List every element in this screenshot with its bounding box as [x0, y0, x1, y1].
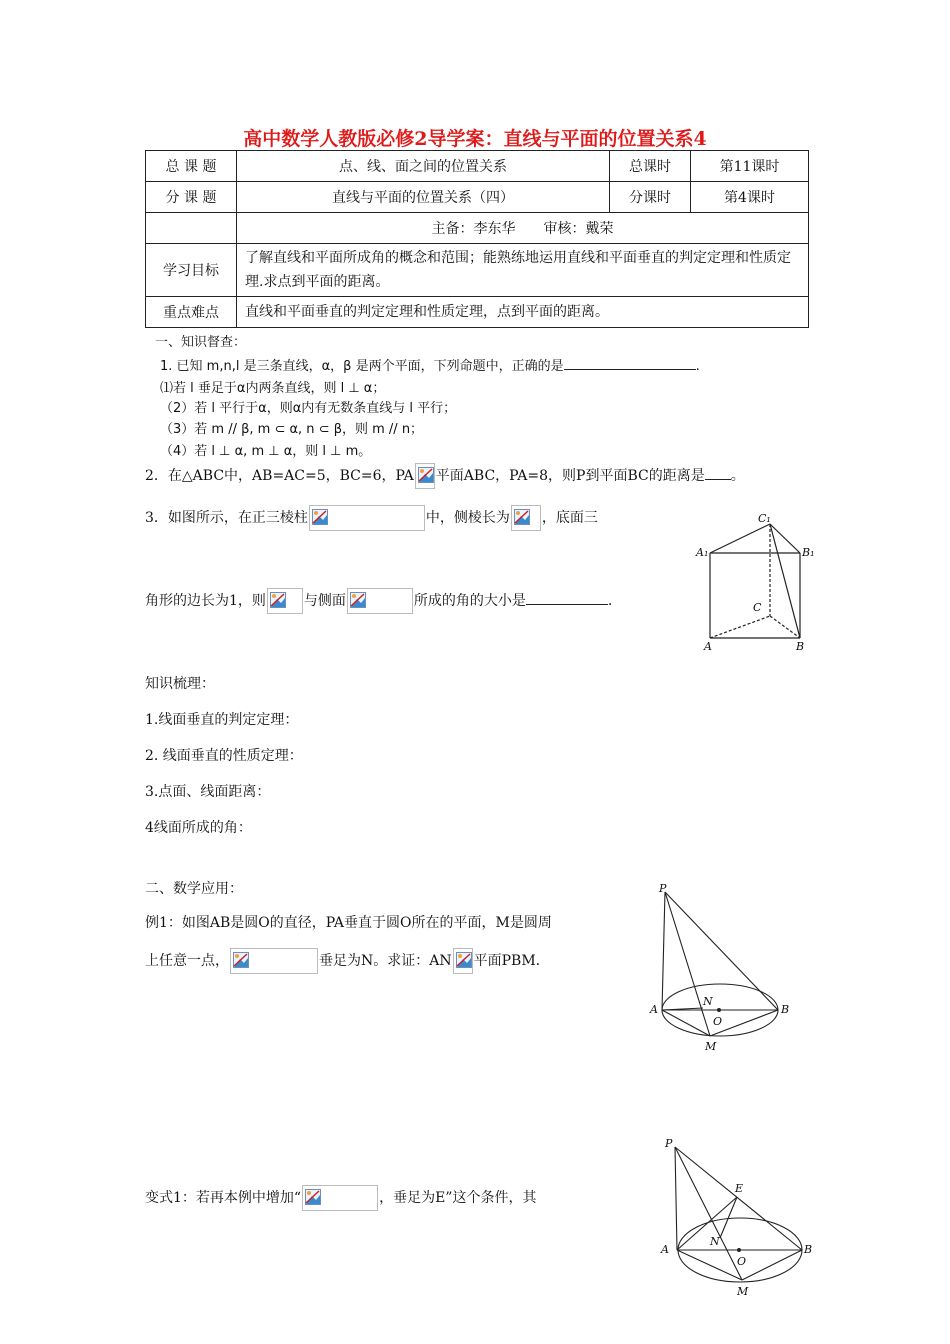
example-1-line-1: 例1：如图AB是圆O的直径，PA垂直于圆O所在的平面，M是圆周 — [145, 915, 552, 931]
label-A1: A₁ — [696, 546, 709, 559]
example-1-text-b: 上任意一点， — [145, 953, 229, 969]
question-1: 1. 已知 m,n,l 是三条直线，α，β 是两个平面，下列命题中，正确的是 . — [160, 359, 700, 374]
question-2-text-b: 平面ABC，PA=8，则P到平面BC的距离是 — [435, 468, 705, 484]
label-O: O — [737, 1255, 747, 1268]
label-B1: B₁ — [802, 546, 815, 559]
image-placeholder — [302, 1185, 378, 1211]
lesson-info-table — [145, 150, 809, 328]
page-title: 高中数学人教版必修2导学案：直线与平面的位置关系4 — [243, 128, 707, 150]
question-2-text-a: 2．在△ABC中，AB=AC=5，BC=6，PA — [145, 468, 414, 484]
label-N: N — [710, 1235, 720, 1248]
label-A: A — [650, 1003, 658, 1016]
question-2 — [145, 463, 745, 489]
image-placeholder — [267, 588, 303, 614]
question-3-text-b: 中，侧棱长为 — [425, 510, 510, 526]
image-placeholder — [230, 948, 318, 974]
label-sub-hours: 分课时 — [610, 182, 691, 213]
image-placeholder — [511, 505, 541, 531]
q1-option-2: （2）若 l 平行于α，则α内有无数条直线与 l 平行； — [160, 401, 457, 416]
label-key-points: 重点难点 — [146, 297, 237, 328]
prism-figure — [690, 508, 830, 658]
value-total-topic: 点、线、面之间的位置关系 — [237, 151, 610, 182]
example-1-line-2 — [145, 948, 540, 974]
review-item-3: 3.点面、线面距离： — [145, 784, 271, 800]
label-C1: C₁ — [758, 512, 771, 525]
broken-image-icon — [350, 592, 366, 608]
question-3-text-f: 所成的角的大小是 — [413, 593, 526, 609]
value-total-hours: 第11课时 — [691, 151, 809, 182]
broken-image-icon — [418, 467, 434, 483]
label-M: M — [705, 1040, 717, 1053]
value-sub-topic: 直线与平面的位置关系（四） — [237, 182, 610, 213]
label-B: B — [781, 1003, 790, 1016]
label-total-hours: 总课时 — [610, 151, 691, 182]
variant-1 — [145, 1185, 536, 1211]
section2-heading: 二、数学应用： — [145, 881, 243, 897]
question-3-text-e: 与侧面 — [303, 593, 346, 609]
example-1-text-c: 垂足为N。求证：AN — [319, 953, 452, 969]
broken-image-icon — [456, 952, 472, 968]
label-objectives: 学习目标 — [146, 244, 237, 297]
label-sub-topic: 分 课 题 — [146, 182, 237, 213]
question-3-line-1 — [145, 505, 598, 531]
answer-blank — [526, 604, 608, 605]
image-placeholder — [415, 463, 435, 489]
review-item-1: 1.线面垂直的判定定理： — [145, 712, 299, 728]
label-B: B — [796, 640, 805, 653]
authors: 主备：李东华 审核：戴荣 — [237, 213, 809, 244]
broken-image-icon — [514, 509, 530, 525]
label-O: O — [713, 1015, 723, 1028]
question-3-text-c: ，底面三 — [541, 510, 598, 526]
question-1-text: 1. 已知 m,n,l 是三条直线，α，β 是两个平面，下列命题中，正确的是 — [160, 359, 564, 374]
image-placeholder — [309, 505, 425, 531]
question-3-text-a: 3．如图所示，在正三棱柱 — [145, 510, 308, 526]
answer-blank — [564, 369, 696, 370]
question-3-text-d: 角形的边长为1，则 — [145, 593, 266, 609]
label-E: E — [735, 1182, 744, 1195]
value-sub-hours: 第4课时 — [691, 182, 809, 213]
section1-heading: 一、知识督查： — [155, 335, 247, 350]
label-C: C — [753, 601, 762, 614]
label-P: P — [659, 882, 667, 895]
empty-cell — [146, 213, 237, 244]
review-heading: 知识梳理： — [145, 676, 215, 692]
label-M: M — [737, 1285, 749, 1298]
review-item-4: 4线面所成的角： — [145, 820, 252, 836]
label-B: B — [804, 1243, 813, 1256]
broken-image-icon — [312, 509, 328, 525]
label-A: A — [704, 640, 712, 653]
label-A: A — [661, 1243, 669, 1256]
label-P: P — [665, 1137, 673, 1150]
review-item-2: 2. 线面垂直的性质定理： — [145, 748, 303, 764]
image-placeholder — [453, 948, 473, 974]
q1-option-1: ⑴若 l 垂足于α内两条直线，则 l ⊥ α； — [160, 381, 386, 396]
variant-1-text-a: 变式1：若再本例中增加“ — [145, 1190, 302, 1206]
label-N: N — [703, 995, 713, 1008]
value-key-points: 直线和平面垂直的判定定理和性质定理，点到平面的距离。 — [237, 297, 809, 328]
question-2-text-c: 。 — [730, 468, 745, 484]
image-placeholder — [347, 588, 413, 614]
q1-option-3: （3）若 m // β, m ⊂ α, n ⊂ β，则 m // n； — [160, 422, 424, 437]
question-3-line-2 — [145, 588, 612, 614]
label-total-topic: 总 课 题 — [146, 151, 237, 182]
broken-image-icon — [233, 952, 249, 968]
variant-1-text-b: ，垂足为E”这个条件，其 — [379, 1190, 537, 1206]
value-objectives: 了解直线和平面所成角的概念和范围；能熟练地运用直线和平面垂直的判定定理和性质定理.求点到平面的距离。 — [237, 244, 809, 297]
question-3-text-g: . — [607, 593, 613, 609]
broken-image-icon — [305, 1189, 321, 1205]
example-1-text-d: 平面PBM. — [473, 953, 541, 969]
q1-option-4: （4）若 l ⊥ α, m ⊥ α，则 l ⊥ m。 — [160, 444, 372, 459]
cone-figure-2 — [655, 1135, 820, 1310]
broken-image-icon — [270, 592, 286, 608]
cone-figure-1 — [645, 880, 795, 1055]
answer-blank — [705, 479, 731, 480]
